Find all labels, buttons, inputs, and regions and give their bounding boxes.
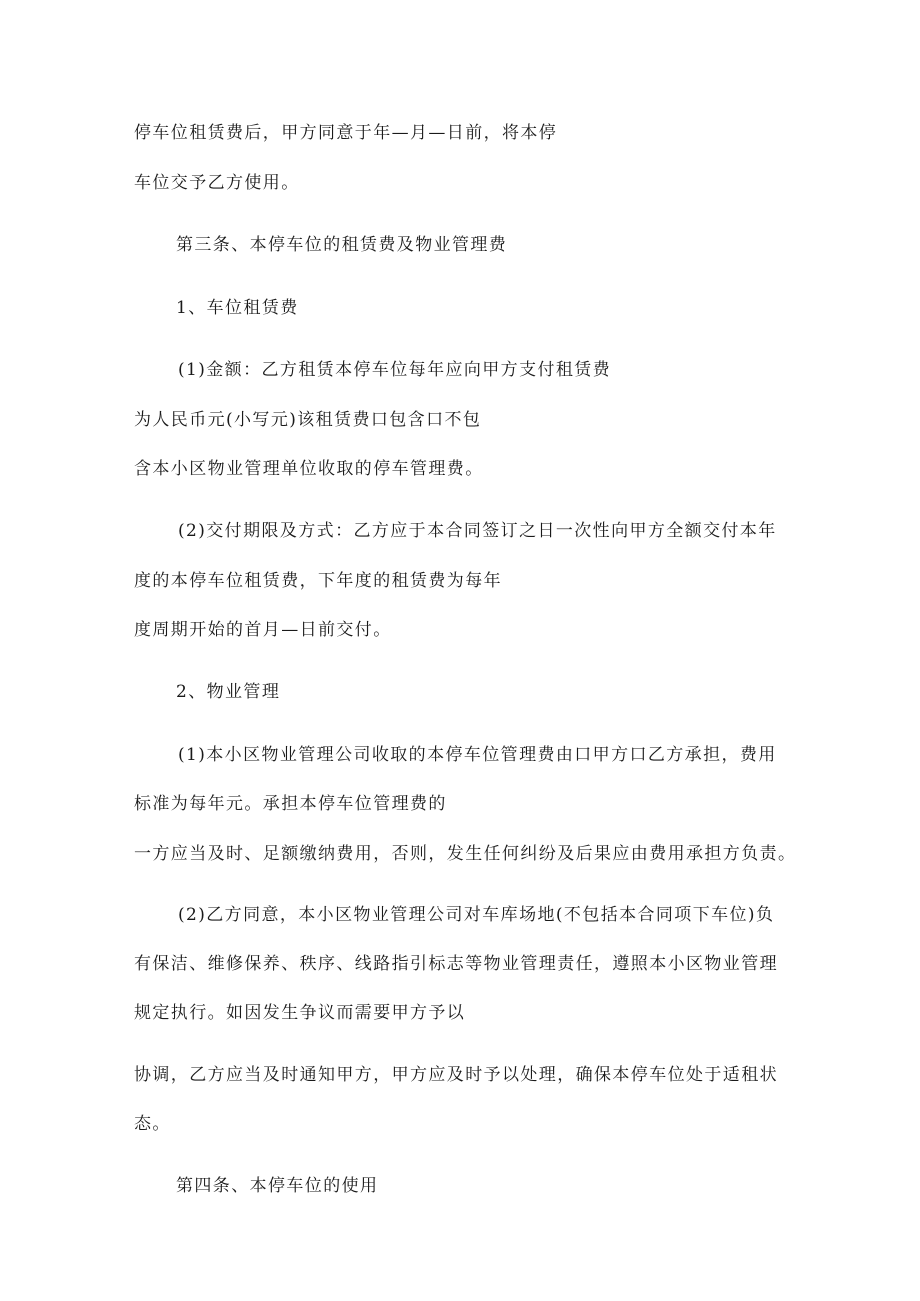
subsection-heading: 1、车位租赁费 — [176, 298, 299, 318]
section-heading: 第三条、本停车位的租赁费及物业管理费 — [176, 235, 508, 255]
text-line: 态。 — [134, 1114, 171, 1134]
text-line: 协调，乙方应当及时通知甲方，甲方应及时予以处理，确保本停车位处于适租状 — [134, 1065, 778, 1085]
subsection-heading: 2、物业管理 — [176, 682, 281, 702]
text-line: 度周期开始的首月—日前交付。 — [134, 620, 392, 640]
text-line: 停车位租赁费后，甲方同意于年—月—日前，将本停 — [134, 123, 558, 143]
text-line: 为人民币元(小写元)该租赁费口包含口不包 — [134, 410, 482, 430]
text-line: 标准为每年元。承担本停车位管理费的 — [134, 794, 447, 814]
text-line: 规定执行。如因发生争议而需要甲方予以 — [134, 1003, 466, 1023]
text-line: (1)金额：乙方租赁本停车位每年应向甲方支付租赁费 — [178, 360, 612, 380]
text-line: (1)本小区物业管理公司收取的本停车位管理费由口甲方口乙方承担，费用 — [178, 745, 777, 765]
text-line: 度的本停车位租赁费，下年度的租赁费为每年 — [134, 571, 502, 591]
text-line: 一方应当及时、足额缴纳费用，否则，发生任何纠纷及后果应由费用承担方负责。 — [134, 844, 797, 864]
text-line: (2)乙方同意，本小区物业管理公司对车库场地(不包括本合同项下车位)负 — [178, 905, 775, 925]
section-heading: 第四条、本停车位的使用 — [176, 1176, 379, 1196]
text-line: 有保洁、维修保养、秩序、线路指引标志等物业管理责任，遵照本小区物业管理 — [134, 954, 778, 974]
text-line: (2)交付期限及方式：乙方应于本合同签订之日一次性向甲方全额交付本年 — [178, 521, 777, 541]
text-line: 车位交予乙方使用。 — [134, 173, 300, 193]
text-line: 含本小区物业管理单位收取的停车管理费。 — [134, 459, 484, 479]
